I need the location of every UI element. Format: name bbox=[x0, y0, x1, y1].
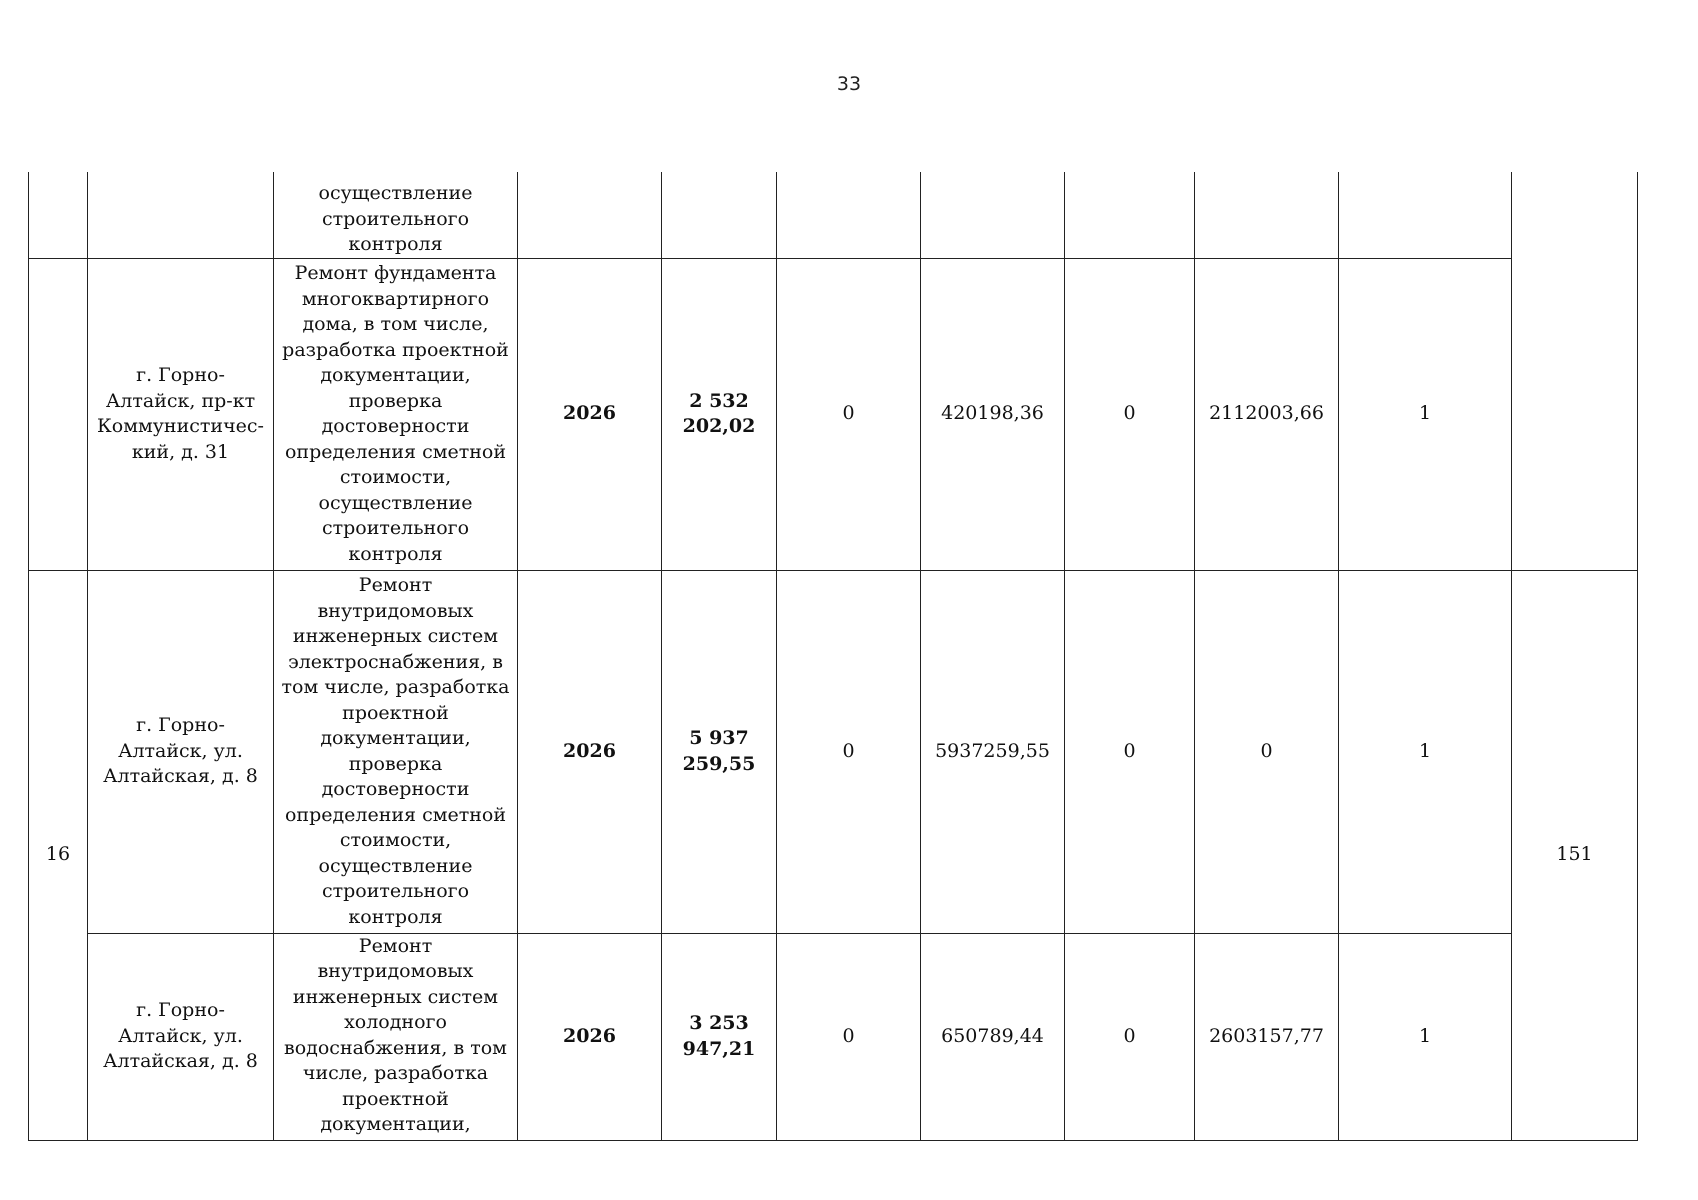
year-cell: 2026 bbox=[518, 570, 662, 933]
value-cell: 650789,44 bbox=[921, 933, 1065, 1140]
value-cell bbox=[1339, 172, 1512, 258]
table-row bbox=[29, 570, 1638, 933]
value-cell bbox=[1195, 172, 1339, 258]
value-cell: 0 bbox=[1065, 933, 1195, 1140]
work-description-cell: Ремонт фундамента многоквартирного дома, в том числе, разработка проектной документации, проверка достоверности определения сметной стоимости, осуществление строительного контроля bbox=[274, 258, 518, 570]
total-cost-cell: 2 532 202,02 bbox=[662, 258, 777, 570]
value-cell bbox=[921, 172, 1065, 258]
last-column-cell: 151 bbox=[1512, 570, 1638, 1140]
value-cell bbox=[777, 172, 921, 258]
last-column-cell bbox=[1512, 172, 1638, 570]
address-cell bbox=[88, 172, 274, 258]
value-cell: 0 bbox=[1065, 258, 1195, 570]
work-description-cell: осуществление строительного контроля bbox=[274, 172, 518, 258]
value-cell: 0 bbox=[777, 570, 921, 933]
value-cell: 420198,36 bbox=[921, 258, 1065, 570]
table-row bbox=[29, 258, 1638, 570]
repair-program-table bbox=[28, 172, 1638, 1141]
row-number-cell bbox=[29, 172, 88, 258]
value-cell: 5937259,55 bbox=[921, 570, 1065, 933]
value-cell: 1 bbox=[1339, 570, 1512, 933]
value-cell bbox=[1065, 172, 1195, 258]
value-cell: 0 bbox=[1195, 570, 1339, 933]
value-cell: 2603157,77 bbox=[1195, 933, 1339, 1140]
address-cell: г. Горно- Алтайск, ул. Алтайская, д. 8 bbox=[88, 933, 274, 1140]
value-cell: 0 bbox=[777, 933, 921, 1140]
table-row bbox=[29, 933, 1638, 1140]
address-cell: г. Горно- Алтайск, ул. Алтайская, д. 8 bbox=[88, 570, 274, 933]
value-cell: 2112003,66 bbox=[1195, 258, 1339, 570]
value-cell: 0 bbox=[1065, 570, 1195, 933]
address-cell: г. Горно- Алтайск, пр-кт Коммунистичес- кий, д. 31 bbox=[88, 258, 274, 570]
value-cell: 1 bbox=[1339, 258, 1512, 570]
work-description-cell: Ремонт внутридомовых инженерных систем холодного водоснабжения, в том числе, разработка проектной документации, bbox=[274, 933, 518, 1140]
table-row bbox=[29, 172, 1638, 258]
value-cell: 0 bbox=[777, 258, 921, 570]
year-cell: 2026 bbox=[518, 258, 662, 570]
page-number: 33 bbox=[836, 73, 862, 95]
work-description-cell: Ремонт внутридомовых инженерных систем электроснабжения, в том числе, разработка проектной документации, проверка достоверности определения сметной стоимости, осуществление строительного контроля bbox=[274, 570, 518, 933]
year-cell bbox=[518, 172, 662, 258]
total-cost-cell: 5 937 259,55 bbox=[662, 570, 777, 933]
total-cost-cell bbox=[662, 172, 777, 258]
row-number-cell bbox=[29, 258, 88, 570]
total-cost-cell: 3 253 947,21 bbox=[662, 933, 777, 1140]
year-cell: 2026 bbox=[518, 933, 662, 1140]
value-cell: 1 bbox=[1339, 933, 1512, 1140]
row-number-cell: 16 bbox=[29, 570, 88, 1140]
